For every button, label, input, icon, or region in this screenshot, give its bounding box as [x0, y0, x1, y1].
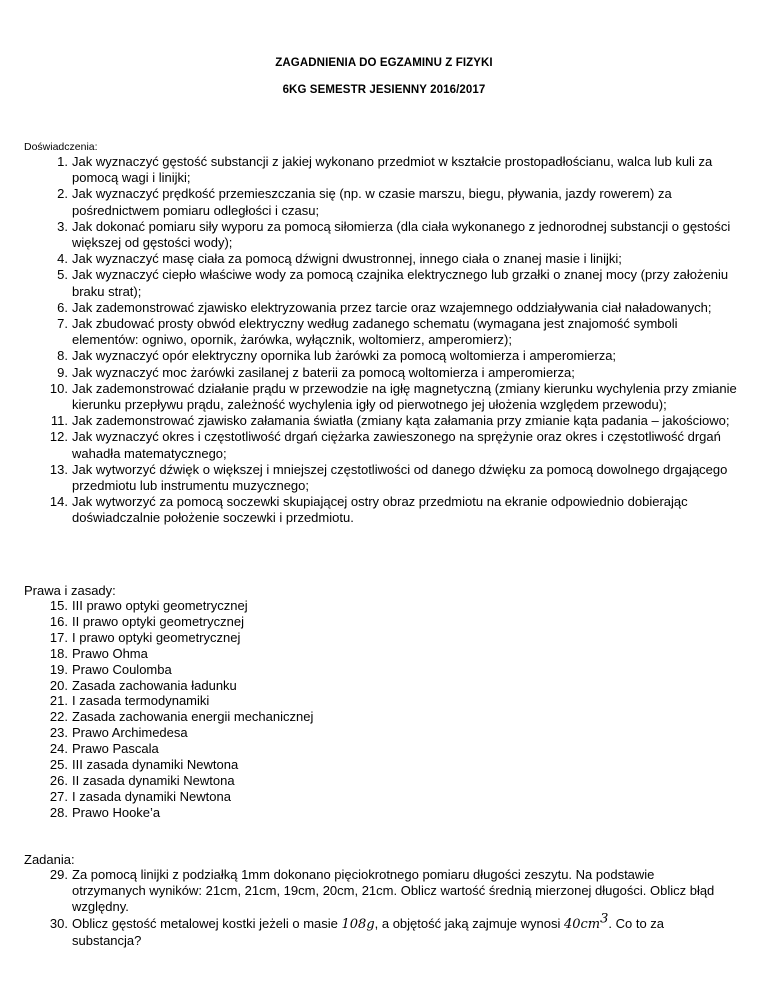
item-text: Jak wyznaczyć ciepło właściwe wody za pomocą czajnika elektrycznego lub grzałki o znanej mocy (przy założeniu braku strat);: [72, 267, 729, 299]
laws-heading: Prawa i zasady:: [24, 583, 116, 598]
item-text: Jak wyznaczyć okres i częstotliwość drgań ciężarka zawieszonego na sprężynie oraz okres i częstotliwość drgań wahadła matematycznego;: [72, 429, 721, 461]
item-text: Jak wyznaczyć opór elektryczny opornika lub żarówki za pomocą woltomierza i amperomierza;: [72, 348, 617, 364]
list-item: [0, 789, 745, 805]
list-item: [0, 757, 745, 773]
item-text: Jak wyznaczyć masę ciała za pomocą dźwigni dwustronnej, innego ciała o znanej masie i linijki;: [72, 251, 622, 267]
item-number: 15.: [49, 598, 68, 613]
list-item: [0, 381, 745, 413]
volume-exponent: 3: [600, 911, 609, 927]
item-number: 23.: [49, 725, 68, 741]
experiments-heading: Doświadczenia:: [24, 141, 98, 153]
item-text: Prawo Hooke’a: [72, 804, 161, 820]
item-number: 24.: [49, 741, 68, 757]
list-item: [0, 267, 745, 299]
list-item: [0, 598, 745, 614]
document-title: ZAGADNIENIA DO EGZAMINU Z FIZYKI: [275, 57, 493, 69]
list-item: [0, 251, 745, 267]
item-text: III prawo optyki geometrycznej: [72, 598, 248, 613]
item-text: Jak wytworzyć za pomocą soczewki skupiającej ostry obraz przedmiotu na ekranie odpowiednio dobierając doświadczalnie położenie soczewki i przedmiotu.: [72, 494, 688, 526]
item-number: 13.: [49, 461, 68, 477]
list-item-task-30: [0, 911, 728, 949]
item-text: Zasada zachowania ładunku: [72, 677, 237, 693]
item-text: Prawo Pascala: [72, 741, 159, 757]
item-number: 11.: [50, 413, 68, 429]
item-text: Za pomocą linijki z podziałką 1mm dokonano pięciokrotnego pomiaru długości zeszytu. Na podstawie otrzymanych wyników: 21cm, 21cm, 19cm, 20cm, 21cm. Oblicz wartość średnią mierzonej długości. Oblicz błąd względny.: [72, 867, 715, 915]
item-number: 9.: [57, 364, 68, 380]
item-text: II zasada dynamiki Newtona: [72, 772, 235, 788]
list-item: [0, 494, 745, 526]
list-item: [0, 741, 745, 757]
tasks-list: [0, 867, 728, 949]
item-text: III zasada dynamiki Newtona: [72, 757, 239, 773]
list-item-task-29: [0, 867, 728, 916]
list-item: [0, 614, 745, 630]
item-text: II prawo optyki geometrycznej: [72, 613, 244, 629]
item-text: Jak wyznaczyć prędkość przemieszczania się (np. w czasie marszu, biegu, pływania, jazdy rowerem) za pośrednictwem pomiaru odległości i czasu;: [72, 186, 672, 218]
item-text: Jak wytworzyć dźwięk o większej i mniejszej częstotliwości od danego dźwięku za pomocą dowolnego drgającego przedmiotu lub instrumentu muzycznego;: [72, 461, 728, 494]
list-item: [0, 773, 745, 789]
item-text-part: , a objętość jaką zajmuje wynosi: [374, 915, 564, 931]
item-text: Prawo Coulomba: [72, 661, 172, 677]
mass-value: 108g: [341, 916, 375, 932]
item-text: I zasada dynamiki Newtona: [72, 788, 231, 804]
list-item: [0, 413, 745, 429]
item-number: 1.: [57, 154, 68, 169]
item-number: 27.: [49, 788, 68, 804]
list-item: [0, 693, 745, 709]
list-item: [0, 219, 745, 251]
list-item: [0, 186, 745, 218]
item-text: Jak wyznaczyć moc żarówki zasilanej z baterii za pomocą woltomierza i amperomierza;: [72, 364, 575, 380]
list-item: [0, 662, 745, 678]
list-item: [0, 429, 745, 461]
item-text: Jak zbudować prosty obwód elektryczny według zadanego schematu (wymagana jest znajomość symboli elementów: ogniwo, opornik, żarówka, wyłącznik, woltomierz, amperomierz);: [72, 316, 678, 348]
item-text-part: Oblicz gęstość metalowej kostki jeżeli o masie: [72, 915, 342, 931]
item-text: Prawo Archimedesa: [72, 725, 188, 741]
list-item: [0, 348, 745, 364]
item-text: Jak zademonstrować zjawisko elektryzowania przez tarcie oraz wzajemnego oddziaływania ciał naładowanych;: [72, 299, 712, 315]
item-number: 17.: [49, 629, 68, 645]
laws-list: [0, 598, 745, 821]
tasks-heading: Zadania:: [24, 852, 75, 867]
list-item: [0, 300, 745, 316]
item-number: 16.: [49, 613, 68, 629]
item-text: Jak zademonstrować działanie prądu w przewodzie na igłę magnetyczną (zmiany kierunku wychylenia przy zmianie kierunku przepływu prądu, zależność wychylenia igły od pierwotnego jej ułożenia względem przewodu);: [72, 380, 737, 413]
list-item: [0, 630, 745, 646]
document-subtitle: 6KG SEMESTR JESIENNY 2016/2017: [282, 84, 486, 96]
item-text-part: . Co to za substancja?: [72, 915, 665, 948]
item-number: 21.: [49, 693, 68, 709]
item-text: Jak zademonstrować zjawisko załamania światła (zmiany kąta załamania przy zmianie kąta padania – jakościowo;: [72, 413, 730, 429]
item-number: 29.: [49, 867, 68, 882]
item-number: 12.: [49, 429, 68, 445]
item-text: Prawo Ohma: [72, 645, 148, 661]
item-number: 7.: [57, 316, 68, 332]
item-number: 6.: [57, 299, 68, 315]
item-text: Jak dokonać pomiaru siły wyporu za pomocą siłomierza (dla ciała wykonanego z jednorodnej substancji o gęstości większej od gęstości wody);: [72, 218, 731, 251]
item-number: 18.: [49, 645, 68, 661]
item-text: I prawo optyki geometrycznej: [72, 629, 241, 645]
list-item: [0, 646, 745, 662]
item-number: 22.: [49, 709, 68, 725]
list-item: [0, 709, 745, 725]
item-number: 28.: [49, 804, 68, 820]
list-item: [0, 805, 745, 821]
experiments-list: [0, 154, 745, 527]
list-item: [0, 678, 745, 694]
item-number: 20.: [49, 677, 68, 693]
item-text: I zasada termodynamiki: [72, 693, 210, 709]
item-text: Jak wyznaczyć gęstość substancji z jakiej wykonano przedmiot w kształcie prostopadłościanu, walca lub kuli za pomocą wagi i linijki;: [72, 154, 713, 186]
volume-value: 40cm: [563, 916, 601, 932]
item-number: 25.: [49, 757, 68, 773]
item-number: 5.: [57, 267, 68, 283]
list-item: [0, 462, 745, 494]
item-number: 2.: [57, 186, 68, 202]
list-item: [0, 725, 745, 741]
item-number: 26.: [49, 772, 68, 788]
list-item: [0, 365, 745, 381]
item-number: 3.: [57, 218, 68, 234]
list-item: [0, 154, 745, 186]
item-number: 19.: [49, 661, 68, 677]
item-number: 14.: [49, 494, 68, 510]
item-text: Zasada zachowania energii mechanicznej: [72, 709, 314, 725]
list-item: [0, 316, 745, 348]
item-number: 10.: [49, 380, 68, 396]
item-number: 30.: [49, 915, 68, 931]
item-number: 4.: [57, 251, 68, 267]
item-number: 8.: [57, 348, 68, 364]
